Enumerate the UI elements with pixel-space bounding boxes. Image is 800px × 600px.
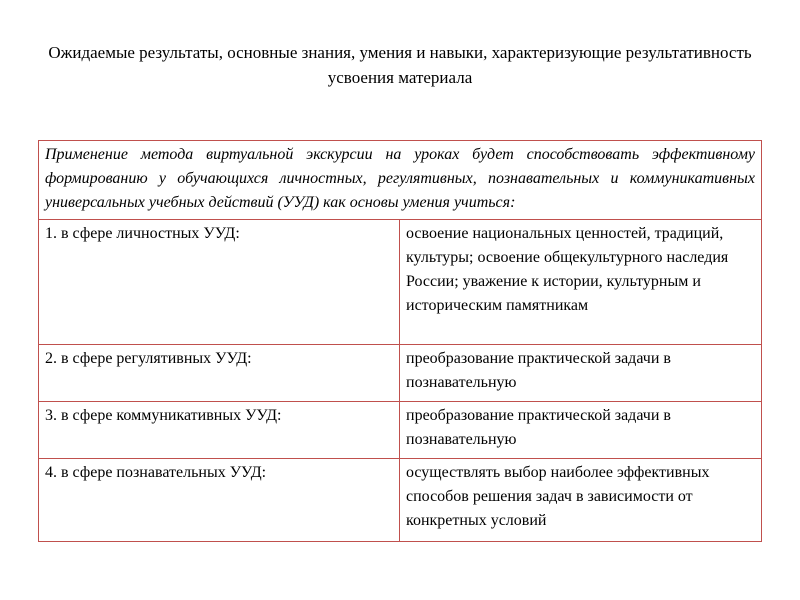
row-value-cognitive: осуществлять выбор наиболее эффективных способов решения задач в зависимости от конкретных условий — [400, 459, 762, 542]
table-row — [39, 459, 762, 542]
row-value-personal: освоение национальных ценностей, традиций, культуры; освоение общекультурного наследия России; уважение к истории, культурным и историческим памятникам — [400, 220, 762, 345]
row-value-regulatory: преобразование практической задачи в познавательную — [400, 345, 762, 402]
uud-table — [38, 140, 762, 542]
intro-text: Применение метода виртуальной экскурсии на уроках будет способствовать эффективному формированию у обучающихся личностных, регулятивных, познавательных и коммуникативных универсальных учебных действий (УУД) как основы умения учиться: — [39, 141, 762, 220]
row-label-cognitive: 4. в сфере познавательных УУД: — [39, 459, 400, 542]
row-label-communicative: 3. в сфере коммуникативных УУД: — [39, 402, 400, 459]
table-row — [39, 402, 762, 459]
table-header-row — [39, 141, 762, 220]
row-label-personal: 1. в сфере личностных УУД: — [39, 220, 400, 345]
slide-title: Ожидаемые результаты, основные знания, умения и навыки, характеризующие результативность усвоения материала — [48, 43, 752, 87]
table-row — [39, 345, 762, 402]
table-row — [39, 220, 762, 345]
row-value-communicative: преобразование практической задачи в познавательную — [400, 402, 762, 459]
row-label-regulatory: 2. в сфере регулятивных УУД: — [39, 345, 400, 402]
